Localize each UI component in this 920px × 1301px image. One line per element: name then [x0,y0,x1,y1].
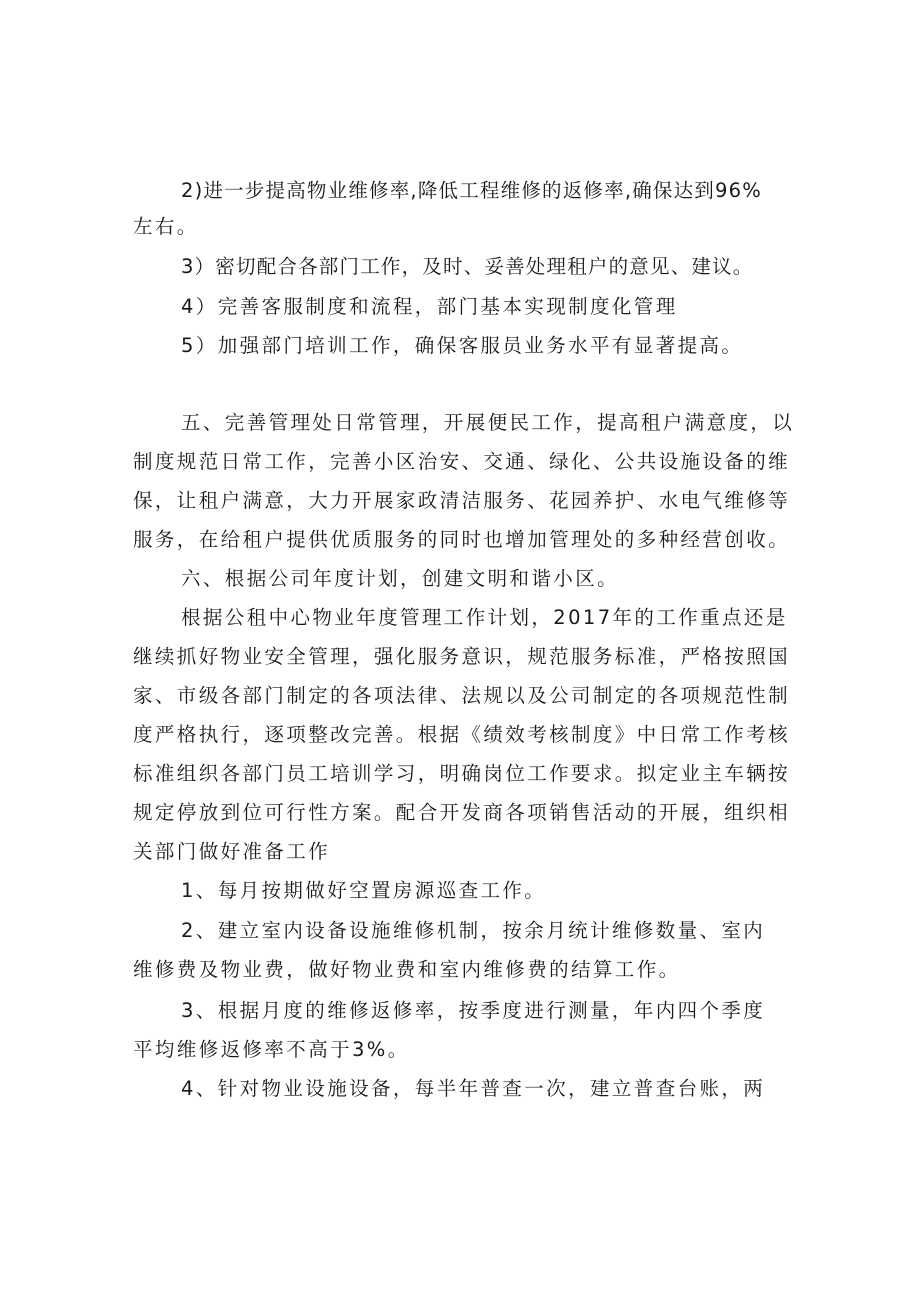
list-item: 1、每月按期做好空置房源巡查工作。 [181,879,547,902]
list-item: 2、建立室内设备设施维修机制，按余月统计维修数量、室内 [181,919,766,942]
paragraph-line: 2)进一步提高物业维修率,降低工程维修的返修率,确保达到96% [181,179,762,202]
paragraph-line: 度严格执行，逐项整改完善。根据《绩效考核制度》中日常工作考核 [133,723,791,746]
paragraph-line: 关部门做好准备工作 [133,840,331,863]
paragraph-line: 制度规范日常工作，完善小区治安、交通、绿化、公共设施设备的维 [133,450,791,473]
paragraph-line: 4）完善客服制度和流程，部门基本实现制度化管理 [181,295,678,318]
paragraph-line: 服务，在给租户提供优质服务的同时也增加管理处的多种经营创收。 [133,528,791,551]
paragraph-line: 继续抓好物业安全管理，强化服务意识，规范服务标准，严格按照国 [133,645,791,668]
paragraph-line: 维修费及物业费，做好物业费和室内维修费的结算工作。 [133,958,681,981]
paragraph-line: 保，让租户满意，大力开展家政清洁服务、花园养护、水电气维修等 [133,489,791,512]
paragraph-line: 家、市级各部门制定的各项法律、法规以及公司制定的各项规范性制 [133,684,791,707]
paragraph-line: 左右。 [133,215,199,238]
list-item: 3、根据月度的维修返修率，按季度进行测量，年内四个季度 [181,999,766,1022]
paragraph-line: 根据公租中心物业年度管理工作计划，2017年的工作重点还是 [181,606,788,629]
paragraph-line: 六、根据公司年度计划，创建文明和谐小区。 [181,567,620,590]
paragraph-line: 规定停放到位可行性方案。配合开发商各项销售活动的开展，组织相 [133,801,791,824]
paragraph-line: 平均维修返修率不高于3%。 [133,1038,410,1061]
paragraph-line: 5）加强部门培训工作，确保客服员业务水平有显著提高。 [181,334,744,357]
paragraph-line: 标准组织各部门员工培训学习，明确岗位工作要求。拟定业主车辆按 [133,762,791,785]
list-item: 4、针对物业设施设备，每半年普查一次，建立普查台账，两 [181,1077,766,1100]
paragraph-line: 3）密切配合各部门工作，及时、妥善处理租户的意见、建议。 [181,255,754,278]
paragraph-line: 五、完善管理处日常管理，开展便民工作，提高租户满意度，以 [181,411,795,434]
